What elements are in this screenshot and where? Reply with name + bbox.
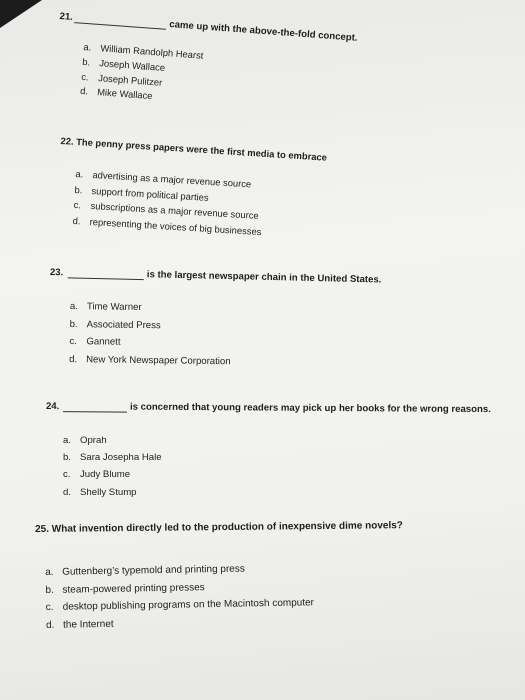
option-b: b. Sara Josepha Hale (63, 452, 162, 464)
option-b: b. steam-powered printing presses (45, 581, 205, 596)
question-text: is concerned that young readers may pick up her books for the wrong reasons. (129, 401, 491, 416)
question-number: 22. (60, 135, 75, 147)
option-c: c. Joseph Pulitzer (80, 70, 163, 88)
option-b: b. Associated Press (69, 318, 161, 331)
option-a: a. William Randolph Hearst (83, 40, 204, 61)
option-b: b. Joseph Wallace (82, 55, 166, 73)
option-a: a. Oprah (63, 435, 107, 446)
option-c: c. Judy Blume (63, 469, 131, 481)
options-25 (45, 559, 314, 634)
options-22 (72, 166, 264, 239)
question-number: 24. (45, 401, 60, 413)
option-d: d. New York Newspaper Corporation (69, 354, 231, 368)
options-21 (80, 40, 204, 108)
option-d: d. Shelly Stump (63, 486, 137, 498)
question-text: What invention directly led to the production of inexpensive dime novels? (51, 520, 403, 535)
question-number: 21. (59, 11, 74, 23)
question-number: 23. (49, 267, 64, 279)
option-d: d. Mike Wallace (79, 85, 153, 102)
options-24 (63, 432, 162, 501)
option-c: c. desktop publishing programs on the Macintosh computer (45, 597, 315, 613)
question-number: 25. (35, 523, 50, 535)
question-text: came up with the above-the-fold concept. (168, 19, 358, 44)
question-text: is the largest newspaper chain in the United States. (146, 269, 382, 286)
option-d: d. representing the voices of big businesses (72, 214, 262, 237)
answer-blank (63, 402, 127, 412)
option-b: b. support from political parties (74, 183, 209, 203)
answer-blank (68, 268, 144, 280)
option-c: c. subscriptions as a major revenue source (73, 199, 260, 222)
options-23 (69, 298, 231, 371)
option-d: d. the Internet (45, 618, 114, 631)
option-a: a. Guttenberg’s typemold and printing press (45, 563, 245, 578)
option-a: a. advertising as a major revenue source (75, 167, 252, 190)
option-c: c. Gannett (69, 336, 121, 349)
option-a: a. Time Warner (69, 300, 142, 314)
question-text: The penny press papers were the first media to embrace (75, 135, 328, 163)
